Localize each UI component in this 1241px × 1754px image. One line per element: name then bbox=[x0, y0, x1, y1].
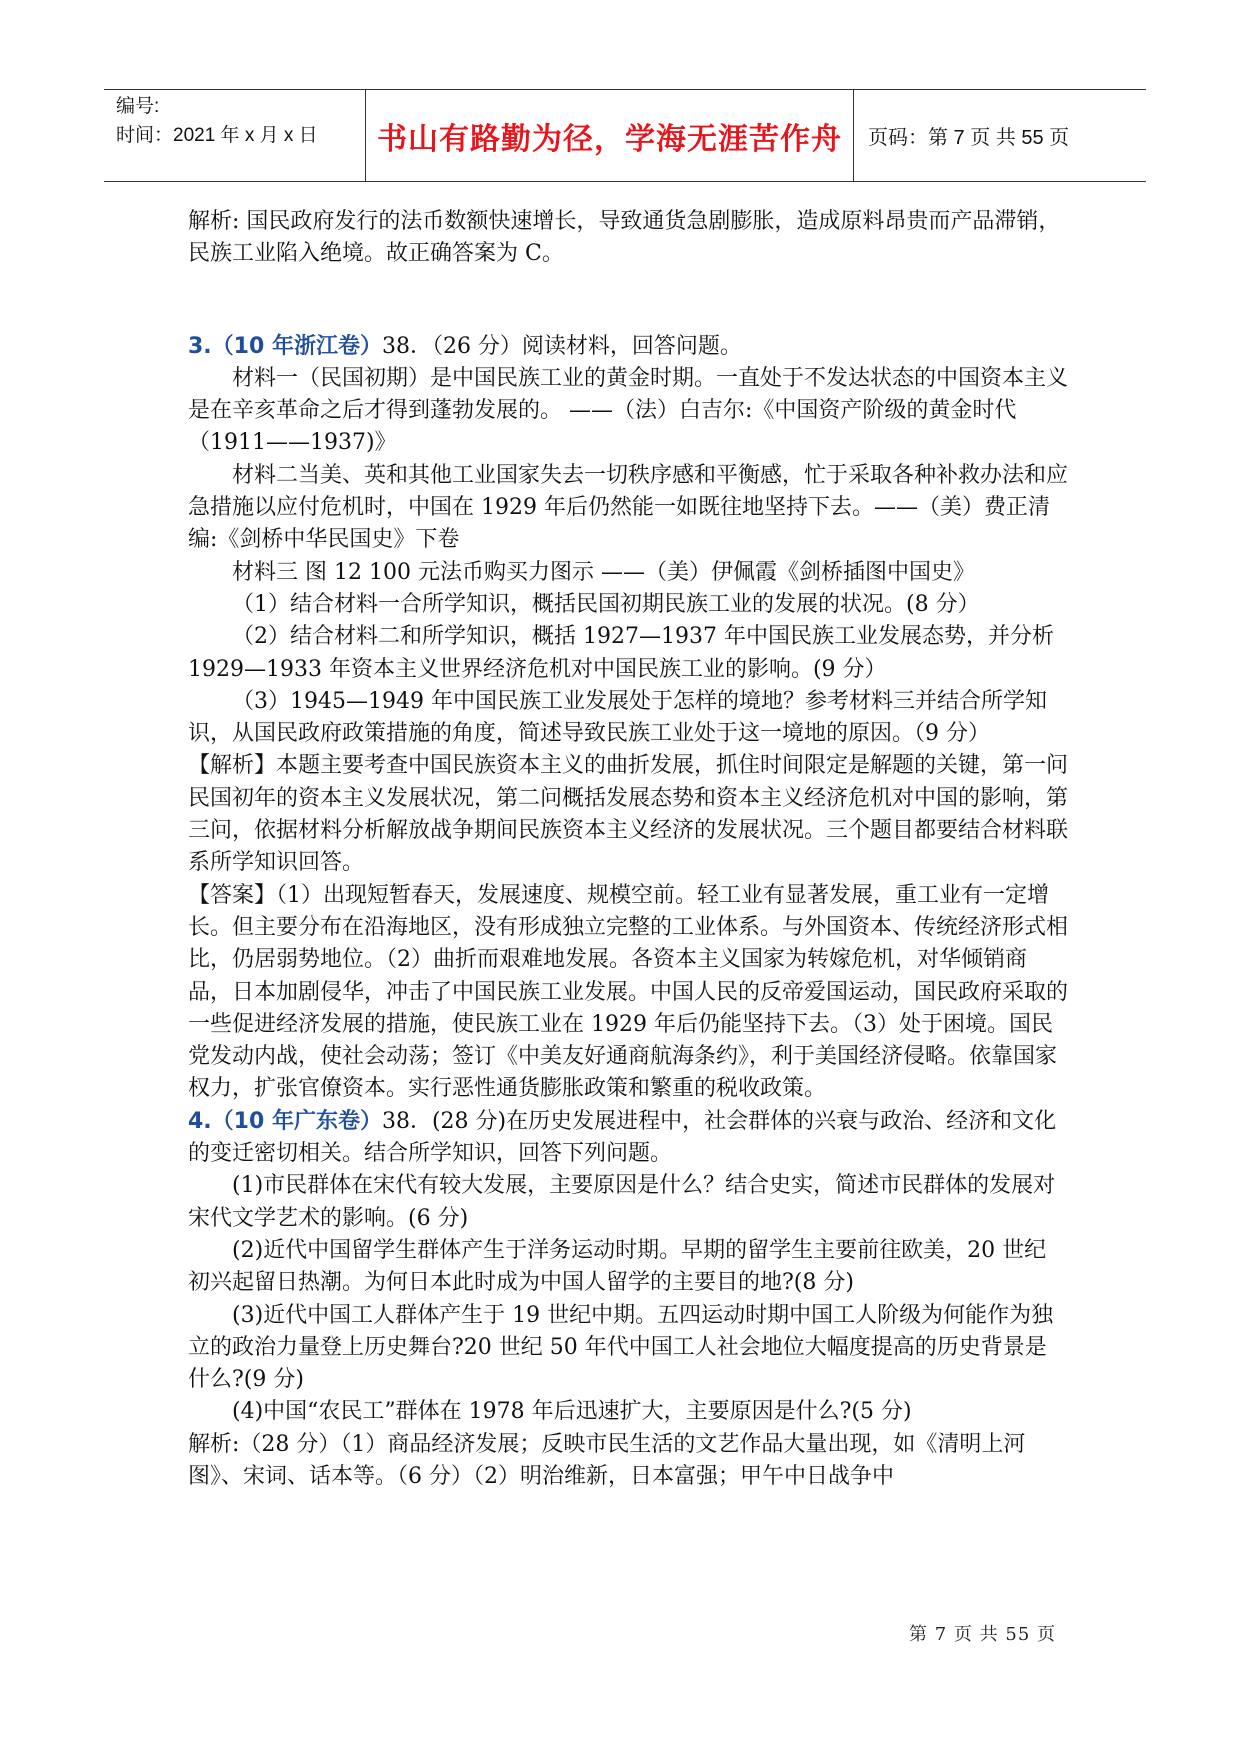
q4-sub-1: (1)市民群体在宋代有较大发展，主要原因是什么？结合史实，简述市民群体的发展对宋代文学艺术的影响。(6 分) bbox=[188, 1173, 1056, 1231]
question-4 bbox=[188, 1106, 1068, 1171]
sub-question-3: （3）1945—1949 年中国民族工业发展处于怎样的境地？参考材料三并结合所学知识，从国民政府政策措施的角度，简述导致民族工业处于这一境地的原因。（9 分） bbox=[188, 688, 1047, 747]
question-3-analysis: 【解析】本题主要考查中国民族资本主义的曲折发展，抓住时间限定是解题的关键，第一问民国初年的资本主义发展状况，第二问概括发展态势和资本主义经济危机对中国的影响，第三问，依据材料分析解放战争期间民族资本主义经济的发展状况。三个题目都要结合材料联系所学知识回答。 bbox=[188, 753, 1069, 876]
material-1: 材料一（民国初期）是中国民族工业的黄金时期。一直处于不发达状态的中国资本主义是在辛亥革命之后才得到蓬勃发展的。 ——（法）白吉尔:《中国资产阶级的黄金时代（1911——1937)》 bbox=[188, 365, 1069, 456]
question-4-label: 4.（10 年广东卷） bbox=[188, 1108, 382, 1134]
time-label: 时间：2021 年 x 月 x 日 bbox=[116, 125, 318, 146]
question-3-answer: 【答案】（1）出现短暂春天，发展速度、规模空前。轻工业有显著发展，重工业有一定增长。但主要分布在沿海地区，没有形成独立完整的工业体系。与外国资本、传统经济形式相比，仍居弱势地位。（2）曲折而艰难地发展。各资本主义国家为转嫁危机，对华倾销商品，日本加剧侵华，冲击了中国民族工业发展。中国人民的反帝爱国运动，国民政府采取的一些促进经济发展的措施，使民族工业在 1929 年后仍能坚持下去。（3）处于困境。国民党发动内战，使社会动荡；签订《中美友好通商航海条约》，利于美国经济侵略。依靠国家权力，扩张官僚资本。实行恶性通货膨胀政策和繁重的税收政策。 bbox=[188, 882, 1069, 1102]
material-2: 材料二当美、英和其他工业国家失去一切秩序感和平衡感，忙于采取各种补救办法和应急措施以应付危机时，中国在 1929 年后仍然能一如既往地坚持下去。——（美）费正清编:《剑桥中华民国史》下卷 bbox=[188, 462, 1069, 553]
q4-sub-2: (2)近代中国留学生群体产生于洋务运动时期。早期的留学生主要前往欧美，20 世纪初兴起留日热潮。为何日本此时成为中国人留学的主要目的地?(8 分) bbox=[188, 1237, 1047, 1296]
q4-sub-4: (4)中国“农民工”群体在 1978 年后迅速扩大，主要原因是什么?(5 分) bbox=[232, 1399, 912, 1425]
page-footer: 第 7 页 共 55 页 bbox=[909, 1624, 1056, 1645]
page-header bbox=[104, 89, 1146, 182]
question-3-label: 3.（10 年浙江卷） bbox=[188, 333, 382, 359]
question-3-text: 38．（26 分）阅读材料，回答问题。 bbox=[381, 333, 742, 359]
header-page-info: 页码：第 7 页 共 55 页 bbox=[868, 127, 1070, 149]
question-4-analysis: 解析:（28 分）（1）商品经济发展；反映市民生活的文艺作品大量出现，如《清明上河图》、宋词、话本等。（6 分）（2）明治维新，日本富强；甲午中日战争中 bbox=[188, 1431, 1026, 1489]
document-body bbox=[188, 206, 1068, 1493]
question-3 bbox=[188, 331, 1068, 363]
question-4-text: 38．(28 分)在历史发展进程中，社会群体的兴衰与政治、经济和文化的变迁密切相关。结合所学知识，回答下列问题。 bbox=[188, 1108, 1057, 1167]
motto: 书山有路勤为径，学海无涯苦作舟 bbox=[366, 90, 854, 181]
sub-question-2: （2）结合材料二和所学知识，概括 1927—1937 年中国民族工业发展态势，并分析 1929—1933 年资本主义世界经济危机对中国民族工业的影响。(9 分） bbox=[188, 624, 1054, 682]
material-3: 材料三 图 12 100 元法币购买力图示 ——（美）伊佩霞《剑桥插图中国史》 bbox=[232, 559, 975, 585]
q4-sub-3: (3)近代中国工人群体产生于 19 世纪中期。五四运动时期中国工人阶级为何能作为独立的政治力量登上历史舞台?20 世纪 50 年代中国工人社会地位大幅度提高的历史背景是什么?(9 分) bbox=[188, 1302, 1054, 1393]
number-label: 编号: bbox=[116, 96, 160, 117]
analysis-paragraph: 解析: 国民政府发行的法币数额快速增长，导致通货急剧膨胀，造成原料昂贵而产品滞销，民族工业陷入绝境。故正确答案为 C。 bbox=[188, 209, 1061, 267]
sub-question-1: （1）结合材料一合所学知识，概括民国初期民族工业的发展的状况。(8 分） bbox=[232, 591, 980, 617]
header-meta bbox=[104, 90, 366, 181]
